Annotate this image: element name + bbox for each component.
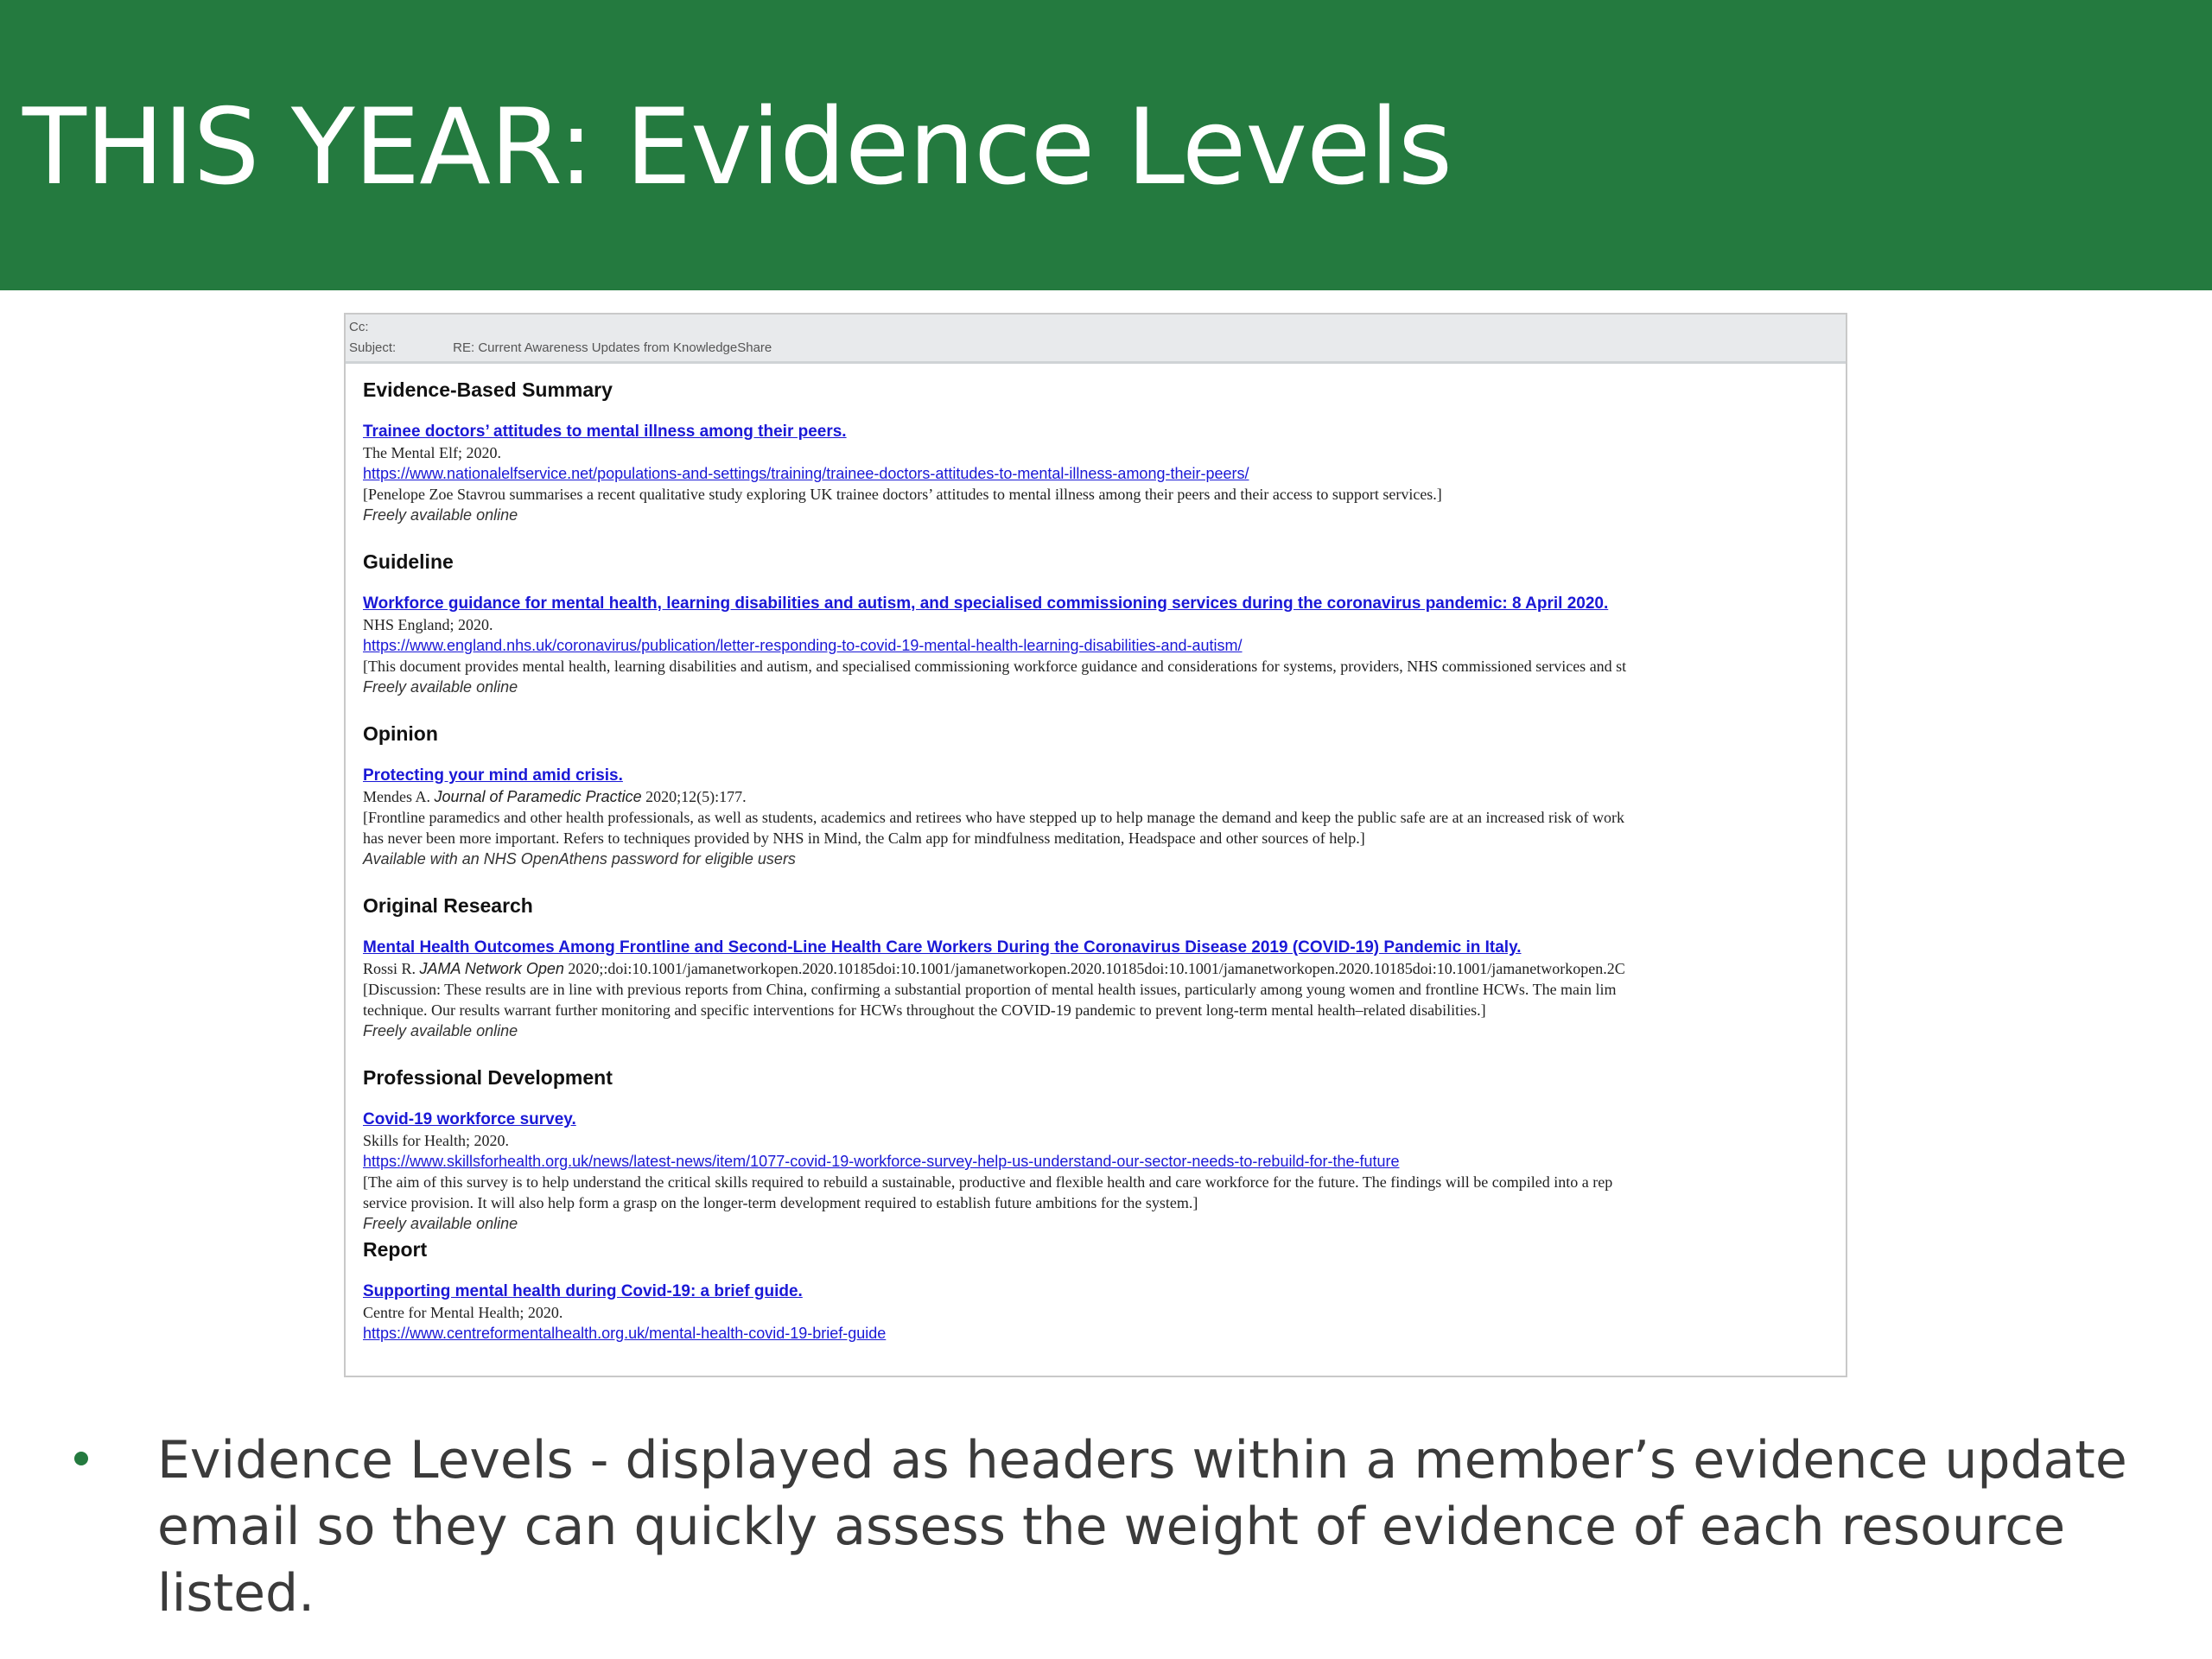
title-bar: [0, 0, 2212, 290]
resource-author: Rossi R.: [363, 960, 416, 977]
resource-url-link[interactable]: https://www.skillsforhealth.org.uk/news/latest-news/item/1077-covid-19-workforce-survey-help-us-understand-our-sector-needs-to-rebuild-for-the-future: [363, 1153, 1400, 1170]
resource-title-link[interactable]: Mental Health Outcomes Among Frontline and Second-Line Health Care Workers During the Coronavirus Disease 2019 (COVID-19) Pandemic in Italy.: [363, 938, 1522, 957]
resource-source: [363, 958, 1847, 979]
resource-source: The Mental Elf; 2020.: [363, 444, 501, 461]
resource-summary: [Discussion: These results are in line with previous reports from China, confirming a substantial proportion of mental health issues, particularly among young women and frontline HCWs. The main lim: [363, 981, 1617, 998]
section-heading: Opinion: [363, 722, 438, 745]
section-heading: Evidence-Based Summary: [363, 378, 613, 401]
resource-journal: Journal of Paramedic Practice: [434, 788, 642, 805]
email-header: [346, 315, 1846, 364]
bullet-text: Evidence Levels - displayed as headers within a member’s evidence update email so they can quickly assess the weight of evidence of each resource listed.: [157, 1430, 2127, 1624]
resource-access: Freely available online: [363, 1215, 518, 1232]
email-body: [363, 377, 1847, 1377]
resource-access: Freely available online: [363, 678, 518, 696]
resource-citation: 2020;12(5):177.: [645, 788, 747, 805]
cc-row: [349, 320, 449, 334]
resource-journal: JAMA Network Open: [419, 960, 564, 977]
slide-title: THIS YEAR: Evidence Levels: [22, 86, 1452, 208]
resource-access: Freely available online: [363, 1022, 518, 1039]
resource-url-link[interactable]: https://www.nationalelfservice.net/populations-and-settings/training/trainee-doctors-attitudes-to-mental-illness-among-their-peers/: [363, 465, 1249, 482]
cc-label: Cc:: [349, 320, 369, 334]
resource-title-link[interactable]: Trainee doctors’ attitudes to mental illness among their peers.: [363, 423, 847, 441]
resource-summary-continued: technique. Our results warrant further monitoring and specific interventions for HCWs throughout the COVID-19 pandemic to prevent long-term mental health–related disabilities.]: [363, 1001, 1486, 1019]
resource-title-link[interactable]: Supporting mental health during Covid-19: a brief guide.: [363, 1282, 803, 1300]
resource-url-link[interactable]: https://www.england.nhs.uk/coronavirus/publication/letter-responding-to-covid-19-mental-health-learning-disabilities-and-autism/: [363, 637, 1243, 654]
subject-row: [349, 340, 772, 355]
section-heading: Professional Development: [363, 1066, 613, 1089]
section-heading: Guideline: [363, 550, 454, 573]
resource-title-link[interactable]: Covid-19 workforce survey.: [363, 1110, 576, 1128]
section-opinion: [363, 721, 1847, 893]
section-professional-development: [363, 1065, 1847, 1236]
resource-source: Centre for Mental Health; 2020.: [363, 1304, 563, 1321]
resource-source: NHS England; 2020.: [363, 616, 493, 633]
resource-access: Freely available online: [363, 506, 518, 524]
resource-source: Skills for Health; 2020.: [363, 1132, 509, 1149]
section-guideline: [363, 549, 1847, 721]
email-screenshot: [344, 313, 1847, 1377]
resource-citation: 2020;:doi:10.1001/jamanetworkopen.2020.10185doi:10.1001/jamanetworkopen.2020.10185doi:10.1001/jamanetworkopen.2020.10185doi:10.1001/jamanetworkopen.2C: [568, 960, 1625, 977]
subject-label: Subject:: [349, 340, 397, 355]
resource-source: [363, 786, 1847, 807]
bullet-dot-icon: [74, 1452, 88, 1465]
resource-summary: [This document provides mental health, learning disabilities and autism, and specialised commissioning workforce guidance and considerations for systems, providers, NHS commissioned services and st: [363, 658, 1627, 675]
resource-access: Available with an NHS OpenAthens password for eligible users: [363, 850, 796, 868]
subject-value: RE: Current Awareness Updates from KnowledgeShare: [453, 340, 772, 355]
section-original-research: [363, 893, 1847, 1065]
section-heading: Original Research: [363, 894, 533, 917]
section-heading: Report: [363, 1238, 428, 1261]
resource-url-link[interactable]: https://www.centreformentalhealth.org.uk/mental-health-covid-19-brief-guide: [363, 1325, 887, 1342]
resource-title-link[interactable]: Protecting your mind amid crisis.: [363, 766, 623, 785]
resource-summary-continued: has never been more important. Refers to techniques provided by NHS in Mind, the Calm app for mindfulness meditation, Headspace and other sources of help.]: [363, 830, 1365, 847]
resource-title-link[interactable]: Workforce guidance for mental health, learning disabilities and autism, and specialised commissioning services during the coronavirus pandemic: 8 April 2020.: [363, 594, 1609, 613]
section-evidence-based-summary: [363, 377, 1847, 549]
resource-author: Mendes A.: [363, 788, 430, 805]
resource-summary-continued: service provision. It will also help form a grasp on the longer-term development required to establish future ambitions for the system.]: [363, 1194, 1198, 1211]
resource-summary: [The aim of this survey is to help understand the critical skills required to rebuild a sustainable, productive and flexible health and care workforce for the future. The findings will be compiled into a rep: [363, 1173, 1613, 1191]
section-report: [363, 1236, 1847, 1377]
resource-summary: [Penelope Zoe Stavrou summarises a recent qualitative study exploring UK trainee doctors’ attitudes to mental illness among their peers and their access to support services.]: [363, 486, 1442, 503]
resource-summary: [Frontline paramedics and other health professionals, as well as students, academics and retirees who have stepped up to help manage the demand and keep the public safe are at an increased risk of work: [363, 809, 1624, 826]
